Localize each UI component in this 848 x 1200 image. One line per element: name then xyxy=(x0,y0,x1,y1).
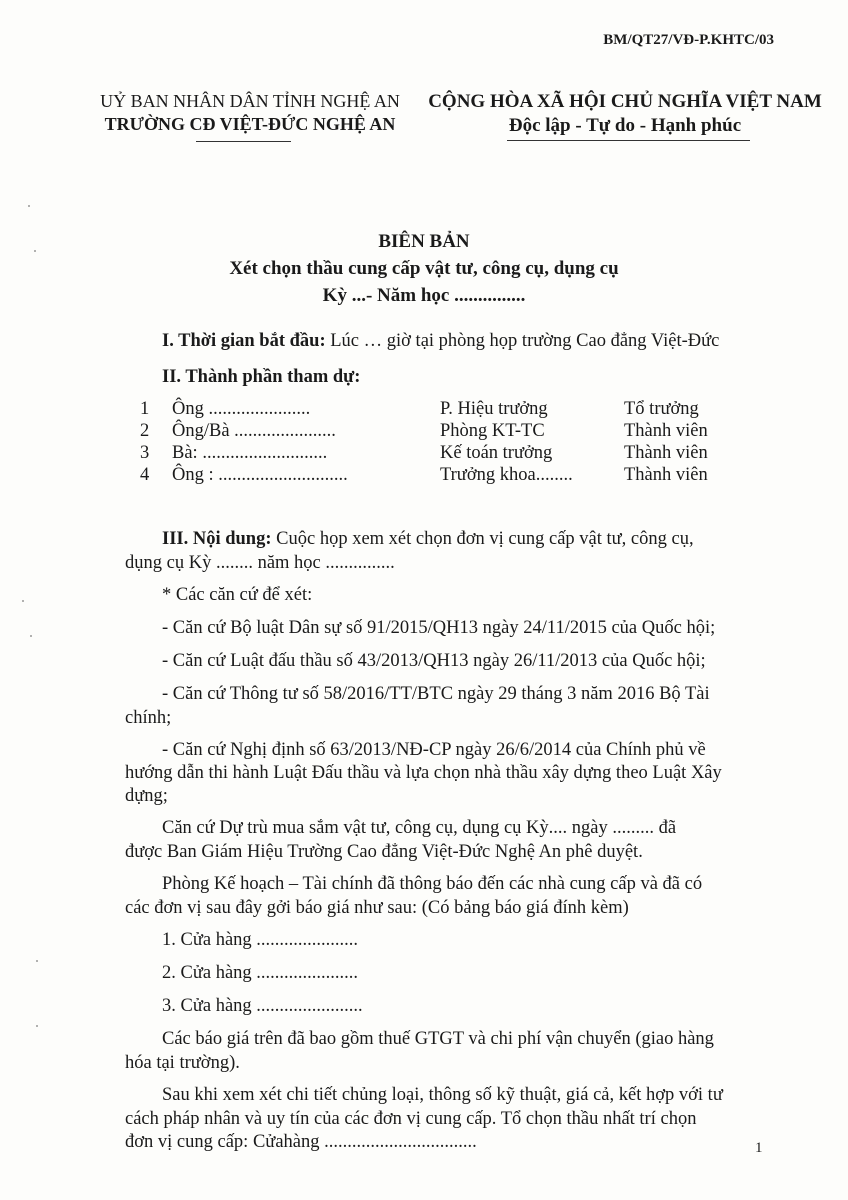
page-number: 1 xyxy=(755,1140,763,1156)
member-num: 3 xyxy=(140,443,150,463)
para-vat-b: hóa tại trường). xyxy=(125,1053,240,1073)
member-row xyxy=(140,399,780,421)
member-row xyxy=(140,465,780,487)
member-name: Ông ...................... xyxy=(172,399,311,419)
para-decision-b: cách pháp nhân và uy tín của các đơn vị cung cấp. Tổ chọn thầu nhất trí chọn xyxy=(125,1109,697,1129)
member-num: 4 xyxy=(140,465,150,485)
motto-line2: Độc lập - Tự do - Hạnh phúc xyxy=(508,115,742,136)
member-position: Tổ trưởng xyxy=(624,399,699,419)
basis-decree-c: dựng; xyxy=(125,786,168,806)
authority-line2: TRƯỜNG CĐ VIỆT-ĐỨC NGHỆ AN xyxy=(104,114,396,134)
member-role: Phòng KT-TC xyxy=(440,421,545,441)
scan-speck xyxy=(30,635,32,637)
section3-label: III. Nội dung: xyxy=(162,529,272,549)
member-num: 2 xyxy=(140,421,150,441)
bases-heading: * Các căn cứ để xét: xyxy=(162,585,313,605)
form-code: BM/QT27/VĐ-P.KHTC/03 xyxy=(603,32,774,48)
para-decision-a: Sau khi xem xét chi tiết chủng loại, thông số kỹ thuật, giá cả, kết hợp với tư xyxy=(162,1085,723,1105)
title-sub: Xét chọn thầu cung cấp vật tư, công cụ, dụng cụ xyxy=(229,258,619,279)
title-period: Kỳ ...- Năm học ............... xyxy=(322,285,526,306)
para-vat-a: Các báo giá trên đã bao gồm thuế GTGT và chi phí vận chuyển (giao hàng xyxy=(162,1029,714,1049)
para-decision-c: đơn vị cung cấp: Cửahàng ................................. xyxy=(125,1132,477,1152)
scan-speck xyxy=(36,960,38,962)
member-name: Bà: ........................... xyxy=(172,443,328,463)
scan-speck xyxy=(28,205,30,207)
shop-item: 1. Cửa hàng ...................... xyxy=(162,930,359,950)
section1-label: I. Thời gian bắt đầu: xyxy=(162,331,326,351)
para-plan-a: Căn cứ Dự trù mua sắm vật tư, công cụ, dụng cụ Kỳ.... ngày ......... đã xyxy=(162,818,677,838)
section3-text-a: Cuộc họp xem xét chọn đơn vị cung cấp vật tư, công cụ, xyxy=(271,529,694,549)
section3-text-b: dụng cụ Kỳ ........ năm học ............... xyxy=(125,553,395,573)
shop-item: 2. Cửa hàng ...................... xyxy=(162,963,359,983)
member-num: 1 xyxy=(140,399,150,419)
member-role: Trưởng khoa........ xyxy=(440,465,573,485)
section2-label: II. Thành phần tham dự: xyxy=(162,367,361,387)
para-notice-a: Phòng Kế hoạch – Tài chính đã thông báo đến các nhà cung cấp và đã có xyxy=(162,874,703,894)
basis-circular-a: - Căn cứ Thông tư số 58/2016/TT/BTC ngày 29 tháng 3 năm 2016 Bộ Tài xyxy=(162,684,710,704)
authority-line1: UỶ BAN NHÂN DÂN TỈNH NGHỆ AN xyxy=(100,91,400,111)
issuing-authority xyxy=(70,90,430,136)
member-position: Thành viên xyxy=(624,421,708,441)
member-position: Thành viên xyxy=(624,443,708,463)
section-start-time xyxy=(162,330,762,353)
title-main: BIÊN BẢN xyxy=(378,231,470,252)
document-title xyxy=(0,228,848,309)
motto-line1: CỘNG HÒA XÃ HỘI CHỦ NGHĨA VIỆT NAM xyxy=(428,91,822,112)
member-row xyxy=(140,421,780,443)
para-notice-b: các đơn vị sau đây gởi báo giá như sau: (Có bảng báo giá đính kèm) xyxy=(125,898,629,918)
shop-item: 3. Cửa hàng ....................... xyxy=(162,996,363,1016)
basis-civil-code: - Căn cứ Bộ luật Dân sự số 91/2015/QH13 ngày 24/11/2015 của Quốc hội; xyxy=(162,618,716,638)
member-name: Ông : ............................ xyxy=(172,465,348,485)
basis-decree-a: - Căn cứ Nghị định số 63/2013/NĐ-CP ngày 26/6/2014 của Chính phủ về xyxy=(162,740,706,760)
para-plan-b: được Ban Giám Hiệu Trường Cao đẳng Việt-Đức Nghệ An phê duyệt. xyxy=(125,842,643,862)
member-role: Kế toán trưởng xyxy=(440,443,553,463)
basis-bidding-law: - Căn cứ Luật đấu thầu số 43/2013/QH13 ngày 26/11/2013 của Quốc hội; xyxy=(162,651,706,671)
member-row xyxy=(140,443,780,465)
basis-decree-b: hướng dẫn thi hành Luật Đấu thầu và lựa chọn nhà thầu xây dựng theo Luật Xây xyxy=(125,763,722,783)
authority-underline xyxy=(196,141,291,142)
national-motto xyxy=(425,90,825,138)
member-role: P. Hiệu trưởng xyxy=(440,399,548,419)
scan-speck xyxy=(36,1025,38,1027)
member-name: Ông/Bà ...................... xyxy=(172,421,336,441)
basis-circular-b: chính; xyxy=(125,708,172,728)
section1-text: Lúc … giờ tại phòng họp trường Cao đẳng Việt-Đức xyxy=(325,331,720,351)
motto-underline xyxy=(507,140,750,141)
scan-speck xyxy=(22,600,24,602)
member-position: Thành viên xyxy=(624,465,708,485)
section3-intro xyxy=(162,528,762,551)
